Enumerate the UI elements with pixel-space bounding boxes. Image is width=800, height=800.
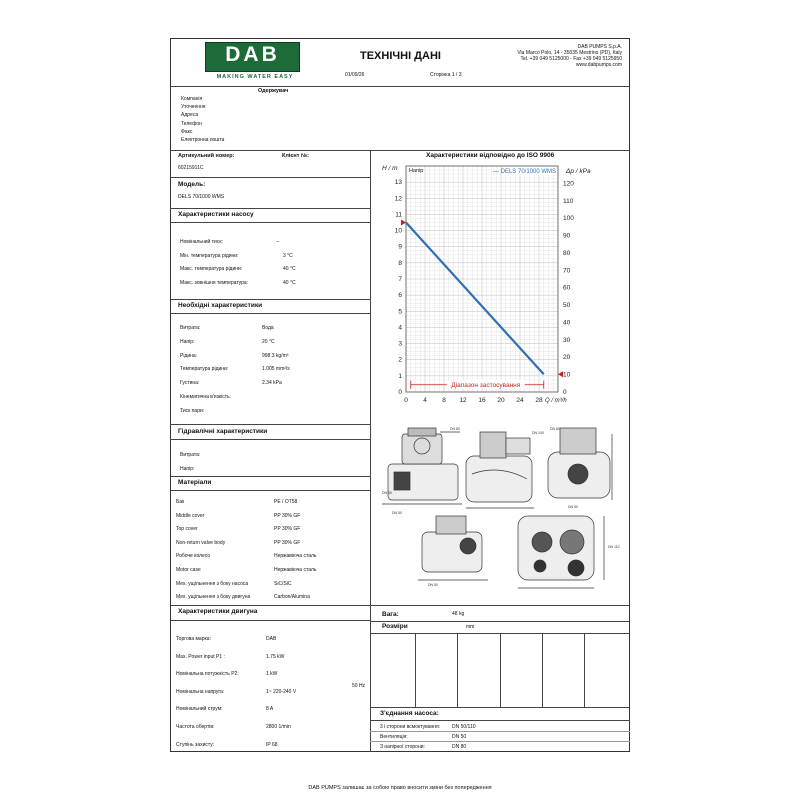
y-right-tick-label: 20 xyxy=(563,354,571,362)
company-line: Via Marco Polo, 14 - 35035 Mestrino (PD), Italy xyxy=(517,50,622,56)
x-tick-label: 12 xyxy=(459,397,467,404)
range-label: Діапазон застосування xyxy=(451,382,521,390)
divider xyxy=(170,620,370,621)
y-tick-label: 3 xyxy=(398,340,402,348)
material-value: PP 30% GF xyxy=(274,512,301,519)
divider xyxy=(170,208,370,209)
spec-value: 3 °C xyxy=(283,252,293,259)
spec-label: Макс. зовнішня температура: xyxy=(180,279,249,286)
client-label: Клієнт №: xyxy=(282,153,309,159)
hydraulic-labels xyxy=(180,449,200,476)
dim-grid-line xyxy=(415,633,416,707)
x-tick-label: 4 xyxy=(423,397,427,404)
company-info xyxy=(480,44,622,68)
y-axis-label: H / m xyxy=(382,165,398,172)
dn-label: DN 50 xyxy=(568,505,578,509)
y-right-tick-label: 50 xyxy=(563,302,571,310)
divider xyxy=(370,621,630,622)
page-title: ТЕХНІЧНІ ДАНІ xyxy=(360,50,441,62)
weight-label: Вага: xyxy=(382,611,399,618)
dn-label: DN 100 xyxy=(532,431,544,435)
dim-grid-line xyxy=(542,633,543,707)
motor-label: Номінальна напруга: xyxy=(176,688,225,695)
recipient-field: Факс xyxy=(181,128,193,135)
divider xyxy=(170,150,630,151)
divider xyxy=(370,731,630,732)
pump-specs-values xyxy=(276,236,296,290)
connection-value: DN 50 xyxy=(452,734,467,740)
divider xyxy=(170,476,370,477)
chart-title: Характеристики відповідно до ISO 9906 xyxy=(426,152,555,159)
motor-value: 2800 1/min xyxy=(266,723,291,730)
x-tick-label: 0 xyxy=(404,397,408,404)
y-right-tick-label: 40 xyxy=(563,319,571,327)
motor-value: IP 68 xyxy=(266,741,278,748)
dn-label: DN 50 xyxy=(382,491,392,495)
date: 01/09/26 xyxy=(345,72,365,78)
material-value: PE / OT58 xyxy=(274,499,298,505)
dn-label: DN 50 xyxy=(392,511,402,515)
x-tick-label: 24 xyxy=(516,397,524,404)
recipient-field: Компанія xyxy=(181,96,203,102)
divider xyxy=(170,424,370,425)
required-specs-title: Необхідні характеристики xyxy=(178,302,263,309)
recipient-fields xyxy=(181,95,224,144)
motor-value: 1.75 kW xyxy=(266,653,285,660)
x-tick-label: 28 xyxy=(535,397,543,404)
dn-label: DN 110 xyxy=(608,545,620,549)
front-view-drawing xyxy=(382,428,462,504)
divider xyxy=(170,222,370,223)
divider xyxy=(170,313,370,314)
model-label: Модель: xyxy=(178,181,206,188)
dim-grid-line xyxy=(457,633,458,707)
divider xyxy=(170,439,370,440)
y-tick-label: 0 xyxy=(398,389,402,396)
x-axis-label: Q / m³/h xyxy=(545,398,567,404)
y-tick-label: 9 xyxy=(398,243,402,251)
motor-title: Характеристики двигуна xyxy=(178,608,258,615)
spec-value: -- xyxy=(276,239,280,245)
motor-label: Max. Power input P1 : xyxy=(176,653,225,660)
material-value: Carbon/Alumina xyxy=(274,594,310,601)
motor-value: 1 kW xyxy=(266,671,278,678)
recipient-field: Електронна пошта xyxy=(181,137,225,144)
material-label: Бак xyxy=(176,499,185,505)
spec-label: Рідина: xyxy=(180,352,198,359)
x-tick-label: 8 xyxy=(442,397,446,404)
connection-label: З напірної сторони: xyxy=(380,744,425,750)
connection-values xyxy=(452,722,476,752)
y-tick-label: 4 xyxy=(398,324,402,332)
company-line: www.dabpumps.com xyxy=(575,62,622,68)
y-tick-label: 1 xyxy=(398,372,402,380)
material-value: Нержавіюча сталь xyxy=(274,553,317,560)
duty-marker xyxy=(401,220,406,226)
divider xyxy=(170,490,370,491)
y-right-tick-label: 60 xyxy=(563,284,571,292)
spec-label: Напір: xyxy=(180,338,195,345)
recipient-field: Телефон xyxy=(181,120,202,127)
spec-label: Витрата: xyxy=(180,325,201,331)
pump-drawings xyxy=(372,424,628,604)
material-value: Нержавіюча сталь xyxy=(274,566,317,573)
logo-tagline: MAKING WATER EASY xyxy=(216,74,294,80)
divider xyxy=(170,86,630,87)
spec-label: Кінематична в'язкість: xyxy=(180,393,231,400)
legend-entry: — DELS 70/1000 WMS xyxy=(492,169,556,175)
material-label: Motor case xyxy=(176,566,201,573)
motor-value: 8 A xyxy=(266,706,274,713)
spec-label: Мін. температура рідини: xyxy=(180,252,239,259)
pump-specs-labels xyxy=(180,236,248,290)
material-label: Top cover xyxy=(176,526,198,533)
dim-grid-line xyxy=(584,633,585,707)
divider xyxy=(370,707,630,708)
dim-grid-line xyxy=(500,633,501,707)
material-label: Middle cover xyxy=(176,512,205,519)
motor-labels xyxy=(176,631,239,754)
motor-label: Номінальний струм: xyxy=(176,706,223,713)
recipient-title: Одержувач xyxy=(258,88,289,94)
y-tick-label: 12 xyxy=(394,195,402,203)
spec-label: Температура рідини: xyxy=(180,366,229,373)
company-line: DAB PUMPS S.p.A. xyxy=(577,44,622,50)
spec-label: Макс. температура рідини: xyxy=(180,266,243,272)
spec-label: Витрата: xyxy=(180,452,201,458)
motor-values xyxy=(266,631,296,754)
model-value: DELS 70/1000 WMS xyxy=(178,194,225,200)
article-number: 60215911C xyxy=(178,165,204,171)
y-tick-label: 7 xyxy=(398,276,402,283)
y-right-tick-label: 70 xyxy=(563,267,571,275)
divider xyxy=(370,741,630,742)
y-tick-label: 10 xyxy=(394,227,402,235)
motor-label: Номінальна потужність P2: xyxy=(176,671,239,678)
material-label: Робоче колесо xyxy=(176,553,211,560)
performance-chart xyxy=(370,158,630,420)
y-right-tick-label: 80 xyxy=(563,249,571,257)
divider xyxy=(370,720,630,721)
material-label: Non-return valve body xyxy=(176,539,226,546)
x-tick-label: 20 xyxy=(497,397,505,404)
dimensions-unit: mm xyxy=(466,624,475,630)
hydraulic-title: Гідравлічні характеристики xyxy=(178,428,268,435)
spec-label: Номінальний тиск: xyxy=(180,239,223,245)
y-right-tick-label: 30 xyxy=(563,336,571,344)
motor-label: Торгова марка: xyxy=(176,636,211,642)
end-view-drawing xyxy=(548,428,612,500)
spec-label: Тиск пари: xyxy=(180,407,205,414)
connection-value: DN 50/110 xyxy=(452,724,476,730)
materials-title: Матеріали xyxy=(178,479,212,486)
connection-label: 3 і сторони всмоктування: xyxy=(380,724,441,730)
logo-text: DAB xyxy=(225,43,280,66)
spec-label: Напір: xyxy=(180,465,195,472)
y-right-tick-label: 90 xyxy=(563,232,571,240)
company-line: Tel. +39 049 5125000 - Fax +39 049 5125950 xyxy=(520,56,622,62)
y-tick-label: 11 xyxy=(395,211,402,219)
connection-labels xyxy=(380,722,440,752)
duty-marker xyxy=(558,371,563,377)
divider xyxy=(170,299,370,300)
material-label: Мех. ущільнення з боку двигуна xyxy=(176,594,251,601)
material-value: PP 30% GF xyxy=(274,526,301,533)
required-specs-labels xyxy=(180,322,231,419)
spec-label: Густина: xyxy=(180,380,200,387)
weight-value: 48 kg xyxy=(452,611,465,617)
connection-label: Вентиляція: xyxy=(380,734,408,740)
spec-value: 2.34 kPa xyxy=(262,380,282,387)
connection-value: DN 80 xyxy=(452,744,467,750)
y-tick-label: 5 xyxy=(398,308,402,316)
footer-note: DAB PUMPS залишає за собою право вносити зміни без попередження xyxy=(308,785,492,791)
motor-frequency: 50 Hz xyxy=(352,683,366,689)
y-right-tick-label: 10 xyxy=(563,371,571,379)
motor-value: 1~ 220-240 V xyxy=(266,688,297,695)
y-right-tick-label: 120 xyxy=(563,180,574,188)
material-value: SiC/SiC xyxy=(274,580,292,587)
spec-value: Вода xyxy=(262,325,274,331)
recipient-field: Адреса xyxy=(181,112,199,119)
y-right-tick-label: 100 xyxy=(563,215,574,223)
iso-view-drawing xyxy=(418,516,488,580)
article-number-label: Артикульний номер: xyxy=(178,153,235,159)
required-specs-values xyxy=(262,322,290,391)
top-view-drawing xyxy=(518,516,604,588)
spec-value: 40 °C xyxy=(283,279,296,286)
pump-specs-title: Характеристики насосу xyxy=(178,211,254,218)
spec-value: 20 °C xyxy=(262,338,275,345)
page-number: Сторінка 1 / 3 xyxy=(430,72,462,78)
y-right-axis-label: Δp / kPa xyxy=(566,168,591,175)
y-tick-label: 6 xyxy=(398,292,402,300)
divider xyxy=(170,605,630,606)
material-value: PP 30% GF xyxy=(274,539,301,546)
spec-value: 40 °C xyxy=(283,266,296,272)
materials-values xyxy=(274,496,317,605)
motor-label: Частота обертів: xyxy=(176,723,215,730)
y-right-tick-label: 110 xyxy=(563,197,574,205)
y-right-tick-label: 0 xyxy=(563,389,567,396)
y-tick-label: 2 xyxy=(398,356,402,364)
y-tick-label: 13 xyxy=(394,179,402,187)
connections-title: З'єднання насоса: xyxy=(380,710,439,717)
head-label: Напір xyxy=(409,168,424,174)
y-tick-label: 8 xyxy=(398,259,402,267)
dn-label: DN 80 xyxy=(450,427,460,431)
dn-label: DN 80 xyxy=(550,427,560,431)
spec-value: 1.005 mm²/s xyxy=(262,366,290,373)
material-label: Мех. ущільнення з боку насоса xyxy=(176,580,249,587)
dimensions-label: Розміри xyxy=(382,623,408,630)
materials-labels xyxy=(176,496,250,605)
spec-value: 998.3 kg/m³ xyxy=(262,352,289,359)
x-tick-label: 16 xyxy=(478,397,486,404)
motor-value: DAB xyxy=(266,636,277,642)
dn-label: DN 50 xyxy=(428,583,438,587)
recipient-field: Уточнення xyxy=(181,104,206,111)
motor-label: Ступінь захисту: xyxy=(176,741,215,748)
divider xyxy=(170,177,370,178)
side-view-drawing xyxy=(466,432,534,508)
